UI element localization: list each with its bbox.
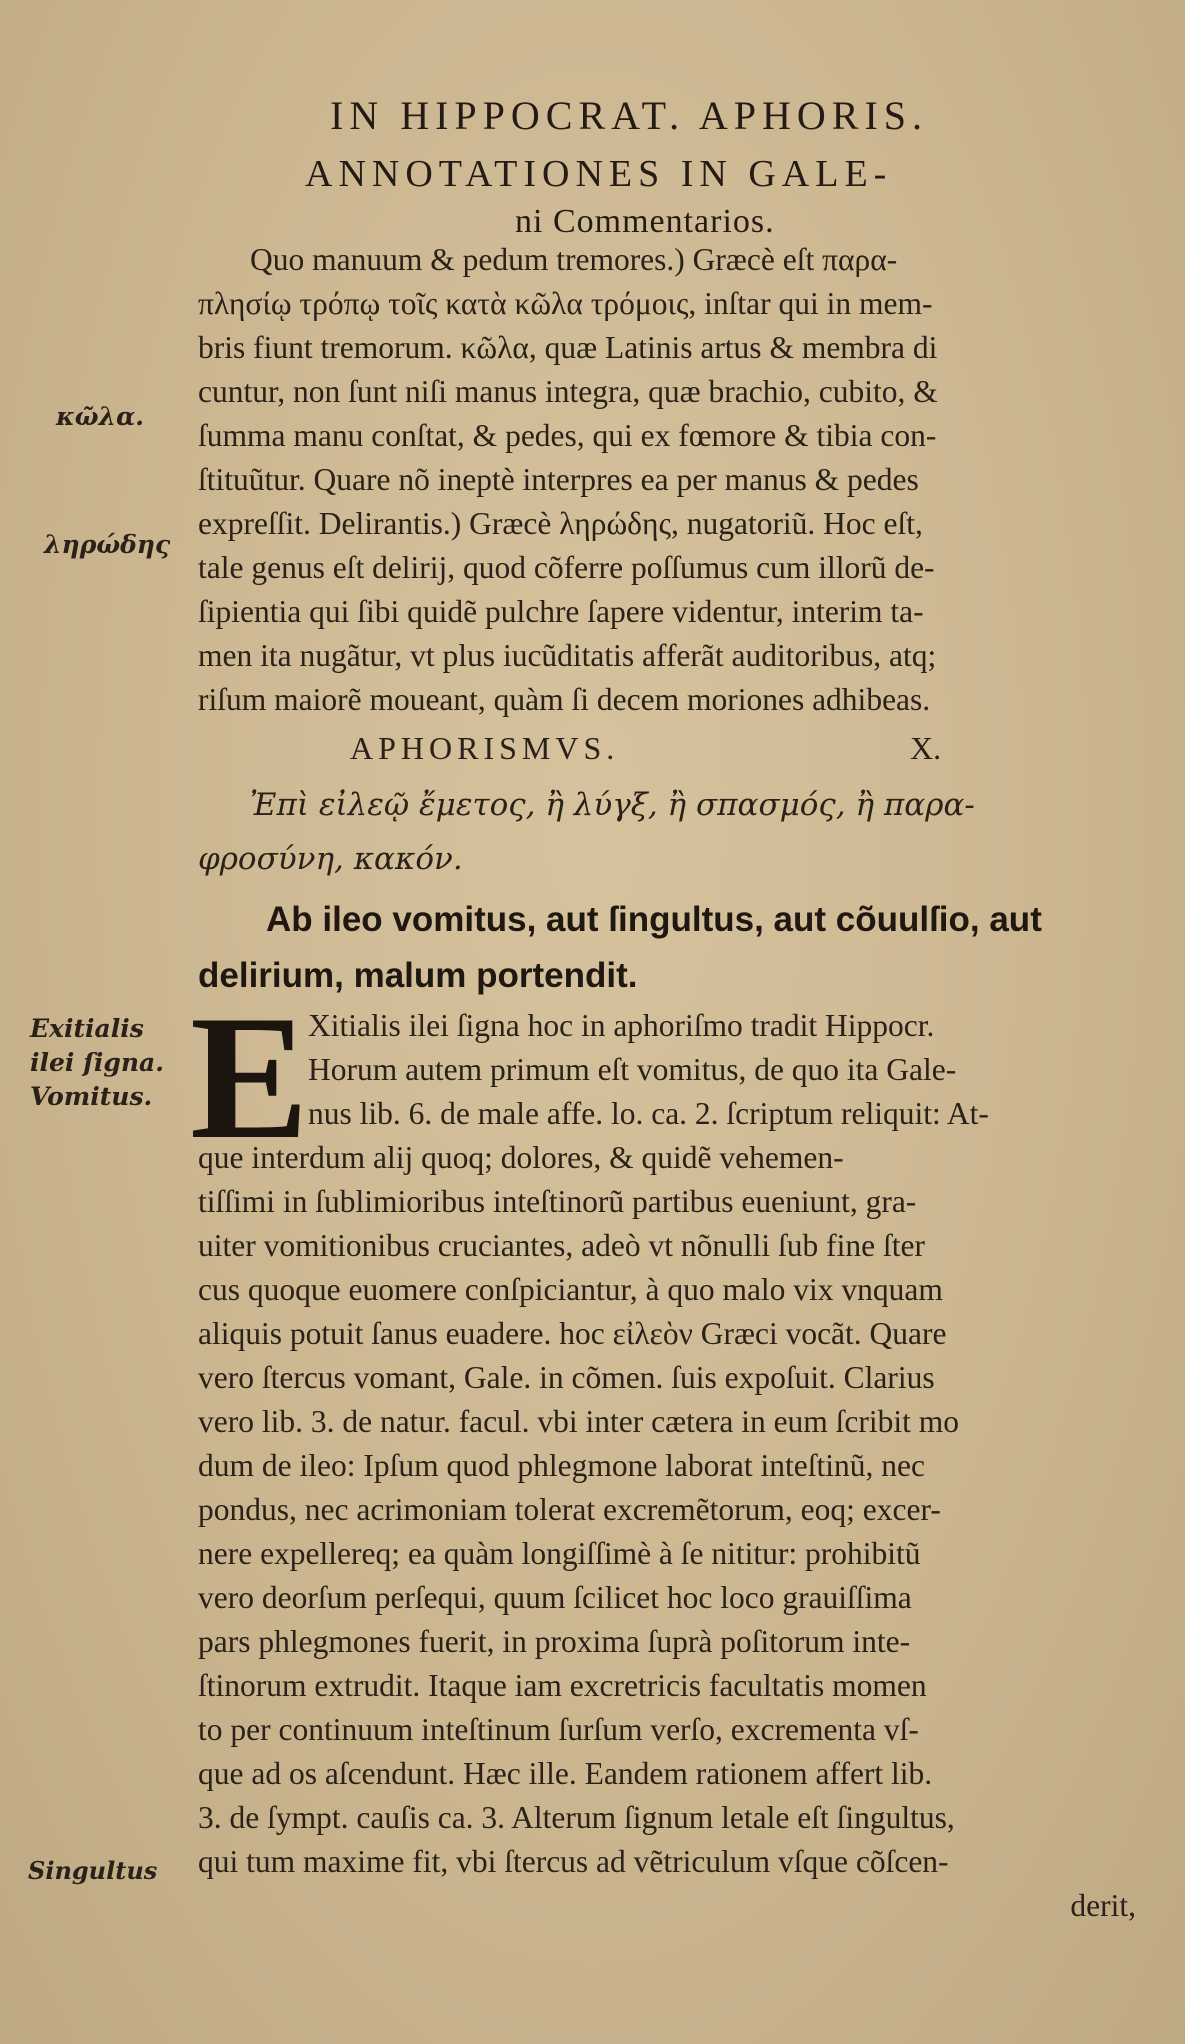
text-line: qui tum maxime fit, vbi ſtercus ad vẽtriculum vſque cõſcen- (198, 1844, 949, 1879)
text-line: pars phlegmones fuerit, in proxima ſuprà poſitorum inte- (198, 1624, 911, 1659)
text-line: tale genus eſt delirij, quod cõferre poſſumus cum illorũ de- (198, 550, 935, 585)
margin-note: ilei ſigna. (30, 1048, 164, 1077)
margin-note: ληρώδης (44, 530, 171, 559)
text-line: Xitialis ilei ſigna hoc in aphoriſmo tradit Hippocr. (308, 1008, 935, 1043)
section-title-line1: ANNOTATIONES IN GALE- (305, 153, 893, 195)
text-line: ſumma manu conſtat, & pedes, qui ex fœmore & tibia con- (198, 418, 937, 453)
text-line: ſtinorum extrudit. Itaque iam excretricis facultatis momen (198, 1668, 927, 1703)
text-line: riſum maiorẽ moueant, quàm ſi decem moriones adhibeas. (198, 682, 931, 717)
text-line: pondus, nec acrimoniam tolerat excremẽtorum, eoq; excer- (198, 1492, 941, 1527)
text-line: uiter vomitionibus cruciantes, adeò vt nõnulli ſub fine ſter (198, 1228, 925, 1263)
text-line: dum de ileo: Ipſum quod phlegmone laborat inteſtinũ, nec (198, 1448, 925, 1483)
margin-note: Singultus (28, 1856, 158, 1885)
text-line: men ita nugãtur, vt plus iucũditatis afferãt auditoribus, atq; (198, 638, 937, 673)
text-line: ſtituũtur. Quare nõ ineptè interpres ea per manus & pedes (198, 462, 919, 497)
text-line: πλησίῳ τρόπῳ τοῖς κατὰ κῶλα τρόμοις, inſtar qui in mem- (198, 286, 933, 321)
margin-note: Exitialis (30, 1014, 144, 1043)
commentary-paragraph (198, 1004, 1146, 1928)
text-line: ſipientia qui ſibi quidẽ pulchre ſapere videntur, interim ta- (198, 594, 924, 629)
text-line: bris fiunt tremorum. κῶλα, quæ Latinis artus & membra di (198, 330, 938, 365)
text-line: Quo manuum & pedum tremores.) Græcè eſt παρα- (250, 242, 898, 277)
margin-note: κῶλα. (56, 402, 145, 431)
section-title-line2: ni Commentarios. (515, 203, 775, 240)
section-title (305, 150, 1085, 246)
text-line: que ad os aſcendunt. Hæc ille. Eandem rationem affert lib. (198, 1756, 933, 1791)
text-line: expreſſit. Delirantis.) Græcè ληρώδης, nugatoriũ. Hoc eſt, (198, 506, 923, 541)
latin-aphorism (198, 892, 1158, 1004)
text-line: Horum autem primum eſt vomitus, de quo ita Gale- (308, 1052, 957, 1087)
latin-line: Ab ileo vomitus, aut ſingultus, aut cõuulſio, aut (266, 900, 1042, 939)
text-line: que interdum alij quoq; dolores, & quidẽ vehemen- (198, 1140, 844, 1175)
greek-line: φροσύνη, κακόν. (198, 841, 463, 877)
drop-cap: E (190, 978, 309, 1176)
text-line: nus lib. 6. de male affe. lo. ca. 2. ſcriptum reliquit: At- (308, 1096, 989, 1131)
text-line: nere expellereq; ea quàm longiſſimè à ſe nititur: prohibitũ (198, 1536, 921, 1571)
greek-line: Ἐπὶ εἰλεῷ ἔμετος, ἢ λύγξ, ἢ σπασμός, ἢ παρα- (250, 787, 975, 823)
text-line: cuntur, non ſunt niſi manus integra, quæ brachio, cubito, & (198, 374, 938, 409)
running-head: IN HIPPOCRAT. APHORIS. (330, 93, 929, 138)
text-line: vero lib. 3. de natur. facul. vbi inter cætera in eum ſcribit mo (198, 1404, 960, 1439)
latin-line: delirium, malum portendit. (198, 956, 638, 995)
aphorism-number: X. (910, 730, 942, 766)
annotation-paragraph (198, 238, 1146, 722)
text-line: to per continuum inteſtinum ſurſum verſo, excrementa vſ- (198, 1712, 919, 1747)
margin-note: Vomitus. (30, 1082, 153, 1111)
text-line: cus quoque euomere conſpiciantur, à quo malo vix vnquam (198, 1272, 943, 1307)
text-line: 3. de ſympt. cauſis ca. 3. Alterum ſignum letale eſt ſingultus, (198, 1800, 955, 1835)
text-line: vero ſtercus vomant, Gale. in cõmen. ſuis expoſuit. Clarius (198, 1360, 935, 1395)
text-line: vero deorſum perſequi, quum ſcilicet hoc loco grauiſſima (198, 1580, 912, 1615)
catchword: derit, (1070, 1888, 1136, 1923)
text-line: aliquis potuit ſanus euadere. hoc εἰλεὸν Græci vocãt. Quare (198, 1316, 947, 1351)
text-line: tiſſimi in ſublimioribus inteſtinorũ partibus eueniunt, gra- (198, 1184, 917, 1219)
aphorism-heading: APHORISMVS. (350, 730, 620, 766)
greek-aphorism (198, 778, 1158, 886)
